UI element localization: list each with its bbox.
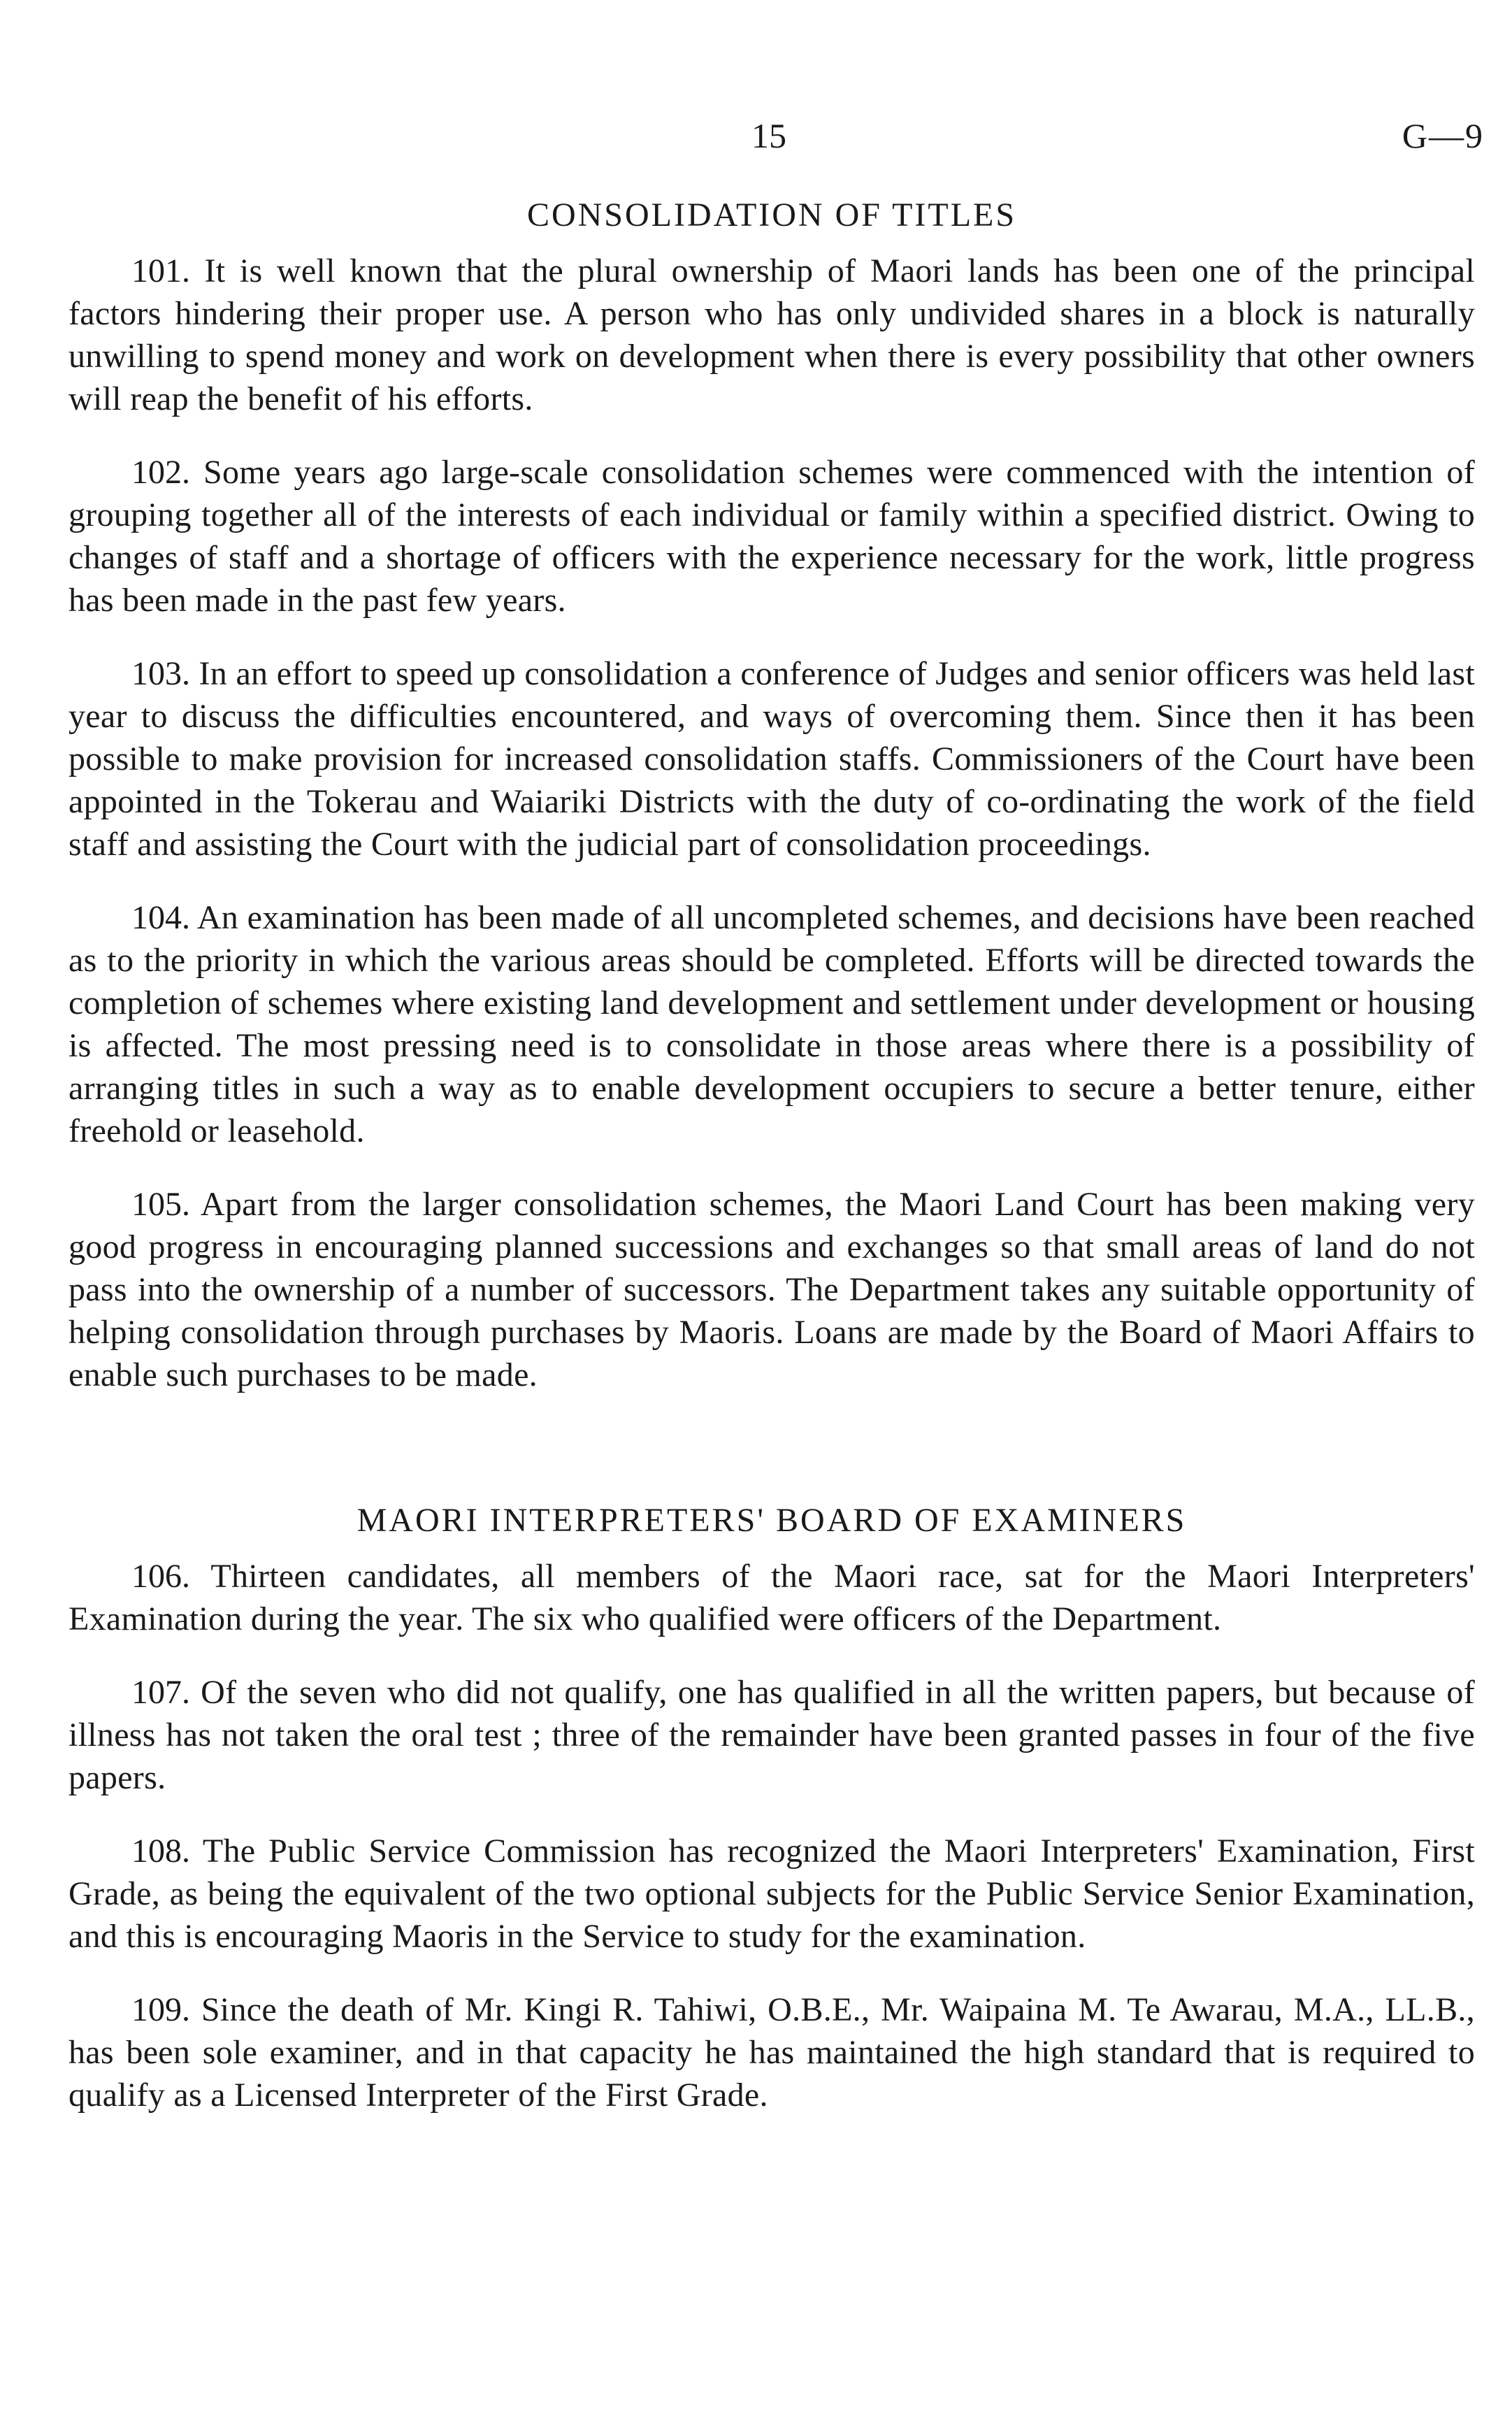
paragraph-number: 103.: [131, 655, 190, 692]
body-content: [69, 196, 1475, 2147]
paragraph-number: 101.: [131, 252, 190, 289]
paragraph-105: [69, 1183, 1475, 1396]
paragraph-109: [69, 1988, 1475, 2116]
paragraph-text: Of the seven who did not qualify, one has qualified in all the written papers, but because of illness has not taken the oral test ; three of the remainder have been granted passes in four of the five papers.: [69, 1674, 1475, 1796]
section-heading: MAORI INTERPRETERS' BOARD OF EXAMINERS: [357, 1502, 1187, 1539]
paragraph-text: It is well known that the plural ownership of Maori lands has been one of the principal factors hindering their proper use. A person who has only undivided shares in a block is naturally unwilling to spend money and work on development when there is every possibility that other owners will reap the benefit of his efforts.: [69, 252, 1475, 417]
paragraph-number: 102.: [131, 454, 190, 491]
paragraph-number: 104.: [131, 899, 190, 936]
paragraph-text: An examination has been made of all uncompleted schemes, and decisions have been reached as to the priority in which the various areas should be completed. Efforts will be directed towards the completion of schemes where existing land development and settlement under development or housing is affected. The most pressing need is to consolidate in those areas where there is a possibility of arranging titles in such a way as to enable development occupiers to secure a better tenure, either freehold or leasehold.: [69, 899, 1475, 1149]
paragraph-text: In an effort to speed up consolidation a conference of Judges and senior officers was held last year to discuss the difficulties encountered, and ways of overcoming them. Since then it has been possible to make provision for increased consolidation staffs. Commissioners of the Court have been appointed in the Tokerau and Waiariki Districts with the duty of co-ordinating the work of the field staff and assisting the Court with the judicial part of consolidation proceedings.: [69, 655, 1475, 863]
paragraph-text: Since the death of Mr. Kingi R. Tahiwi, O.B.E., Mr. Waipaina M. Te Awarau, M.A., LL.B., has been sole examiner, and in that capacity he has maintained the high standard that is required to qualify as a Licensed Interpreter of the First Grade.: [69, 1991, 1475, 2114]
paragraph-108: [69, 1830, 1475, 1958]
paragraph-text: The Public Service Commission has recognized the Maori Interpreters' Examination, First Grade, as being the equivalent of the two optional subjects for the Public Service Senior Examination, and this is encouraging Maoris in the Service to study for the examination.: [69, 1833, 1476, 1955]
paragraph-number: 109.: [131, 1991, 190, 2028]
document-reference: G—9: [1402, 116, 1484, 155]
section-heading: CONSOLIDATION OF TITLES: [526, 196, 1017, 234]
section-maori-interpreters-board: [69, 1501, 1475, 2116]
page-number: 15: [751, 116, 786, 155]
paragraph-number: 107.: [131, 1674, 190, 1711]
paragraph-text: Some years ago large-scale consolidation schemes were commenced with the intention of grouping together all of the interests of each individual or family within a specified district. Owing to changes of staff and a shortage of officers with the experience necessary for the work, little progress has been made in the past few years.: [69, 454, 1475, 619]
paragraph-101: [69, 250, 1475, 420]
paragraph-104: [69, 896, 1475, 1152]
paragraph-107: [69, 1671, 1475, 1799]
section-consolidation-of-titles: [69, 196, 1475, 1396]
paragraph-102: [69, 451, 1475, 622]
paragraph-number: 106.: [131, 1558, 190, 1595]
paragraph-106: [69, 1555, 1475, 1640]
paragraph-number: 108.: [131, 1833, 190, 1870]
paragraph-text: Apart from the larger consolidation schemes, the Maori Land Court has been making very good progress in encouraging planned successions and exchanges so that small areas of land do not pass into the ownership of a number of successors. The Department takes any suitable opportunity of helping consolidation through purchases by Maoris. Loans are made by the Board of Maori Affairs to enable such purchases to be made.: [69, 1186, 1475, 1393]
paragraph-103: [69, 652, 1475, 866]
paragraph-number: 105.: [131, 1186, 190, 1223]
paragraph-text: Thirteen candidates, all members of the Maori race, sat for the Maori Interpreters' Examination during the year. The six who qualified were officers of the Department.: [69, 1558, 1475, 1637]
